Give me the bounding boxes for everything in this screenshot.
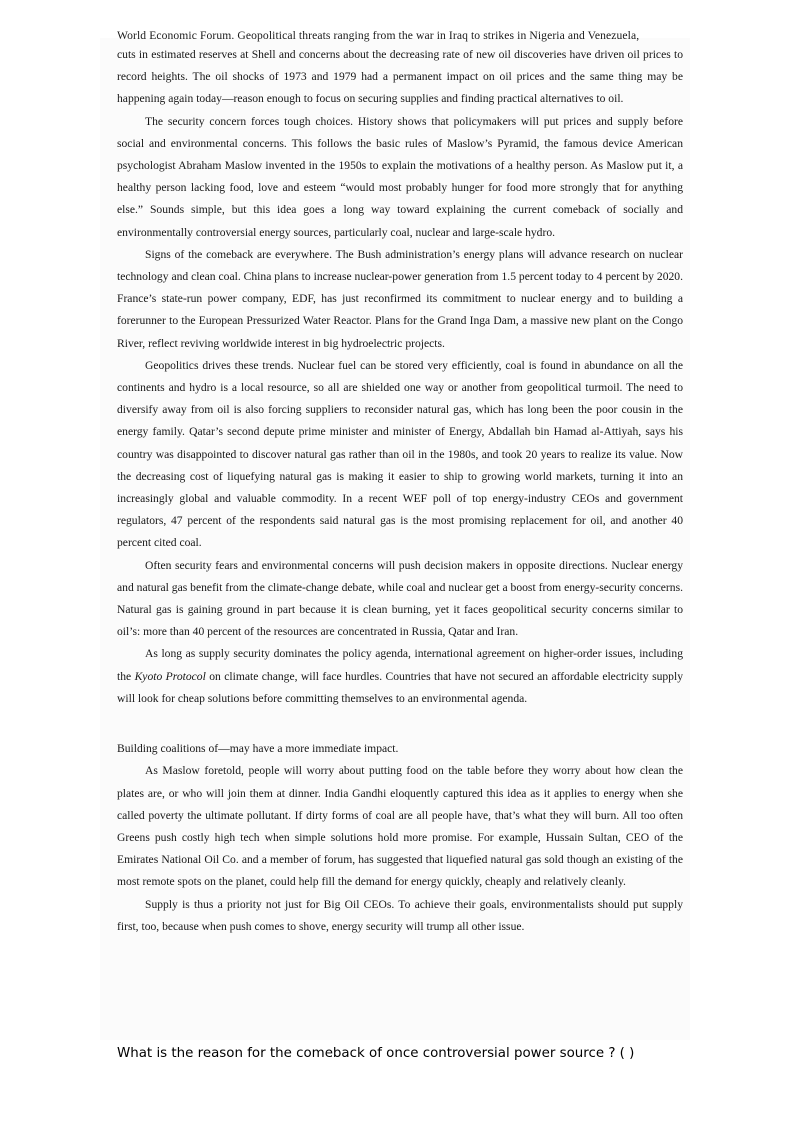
paragraph-signs-of-comeback: Signs of the comeback are everywhere. The Bush administration’s energy plans will advance research on nuclear technology and clean coal. China plans to increase nuclear-power generation from 1.5 percent today to 4 percent by 2020. France’s state-run power company, EDF, has just reconfirmed its commitment to nuclear energy and to building a forerunner to the European Pressurized Water Reactor. Plans for the Grand Inga Dam, a massive new plant on the Congo River, reflect reviving worldwide interest in big hydroelectric projects.: [117, 247, 683, 350]
paragraph-kyoto-protocol: [117, 643, 683, 710]
paragraph-security-vs-environment: Often security fears and environmental concerns will push decision makers in opposite directions. Nuclear energy and natural gas benefit from the climate-change debate, while coal and nuclear get a boost from energy-security concerns. Natural gas is gaining ground in part because it is clean burning, yet it faces geopolitical security concerns similar to oil’s: more than 40 percent of the resources are concentrated in Russia, Qatar and Iran.: [117, 558, 683, 639]
paragraph-maslow-foretold: As Maslow foretold, people will worry about putting food on the table before they worry about how clean the plates are, or who will join them at dinner. India Gandhi eloquently captured this idea as it applies to energy when she called poverty the ultimate pollutant. If dirty forms of coal are all people have, that’s what they will burn. All too often Greens push costly high tech when simple solutions hold more promise. For example, Hussain Sultan, CEO of the Emirates National Oil Co. and a member of forum, has suggested that liquefied natural gas sold though an existing of the most remote spots on the planet, could help fill the demand for energy quickly, cheaply and relatively cleanly.: [117, 764, 683, 889]
paragraph-oil-prices: cuts in estimated reserves at Shell and concerns about the decreasing rate of new oil discoveries have driven oil prices to record heights. The oil shocks of 1973 and 1979 had a permanent impact on oil prices and the same thing may be happening again today—reason enough to focus on securing supplies and finding practical alternatives to oil.: [117, 48, 683, 106]
kyoto-protocol-italic: Kyoto Protocol: [134, 669, 206, 683]
cut-off-top-line-text: World Economic Forum. Geopolitical threats ranging from the war in Iraq to strikes in Nigeria and Venezuela,: [117, 29, 640, 42]
kyoto-paragraph-after: on climate change, will face hurdles. Countries that have not secured an affordable electricity supply will look for cheap solutions before committing themselves to an environmental agenda.: [117, 669, 683, 705]
article-body: [117, 44, 683, 938]
question-text: What is the reason for the comeback of once controversial power source ? ( ): [117, 1046, 635, 1061]
paragraph-security-concern: The security concern forces tough choices. History shows that policymakers will put prices and supply before social and environmental concerns. This follows the basic rules of Maslow’s Pyramid, the famous device American psychologist Abraham Maslow invented in the 1950s to explain the motivations of a healthy person. As Maslow put it, a healthy person lacking food, love and esteem “would most probably hunger for food more strongly that for anything else.” Sounds simple, but this idea goes a long way toward explaining the current comeback of socially and environmentally controversial energy sources, particularly coal, nuclear and large-scale hydro.: [117, 114, 683, 239]
scanned-article-page: [100, 29, 690, 1040]
paragraph-geopolitics: Geopolitics drives these trends. Nuclear fuel can be stored very efficiently, coal is found in abundance on all the continents and hydro is a local resource, so all are shielded one way or another from geopolitical turmoil. The need to diversify away from oil is also forcing suppliers to reconsider natural gas, which has long been the poor cousin in the energy family. Qatar’s second depute prime minister and minister of Energy, Abdallah bin Hamad al-Attiyah, says his country was disappointed to discover natural gas rather than oil in the 1980s, and took 20 years to realize its value. Now the decreasing cost of liquefying natural gas is making it easier to ship to growing world markets, turning it into an increasingly global and valuable commodity. In a recent WEF poll of top energy-industry CEOs and government regulators, 47 percent of the respondents said natural gas is the most promising replacement for oil, and another 40 percent cited coal.: [117, 358, 683, 550]
section-line-building-coalitions: Building coalitions of—may have a more immediate impact.: [117, 742, 399, 756]
kyoto-paragraph-before: As long as supply security dominates the policy agenda, international agreement on higher-order issues, including the: [117, 647, 683, 683]
cut-off-top-line: [117, 25, 683, 45]
paragraph-supply-priority: Supply is thus a priority not just for Big Oil CEOs. To achieve their goals, environmentalists should put supply first, too, because when push comes to shove, energy security will trump all other issue.: [117, 897, 683, 933]
